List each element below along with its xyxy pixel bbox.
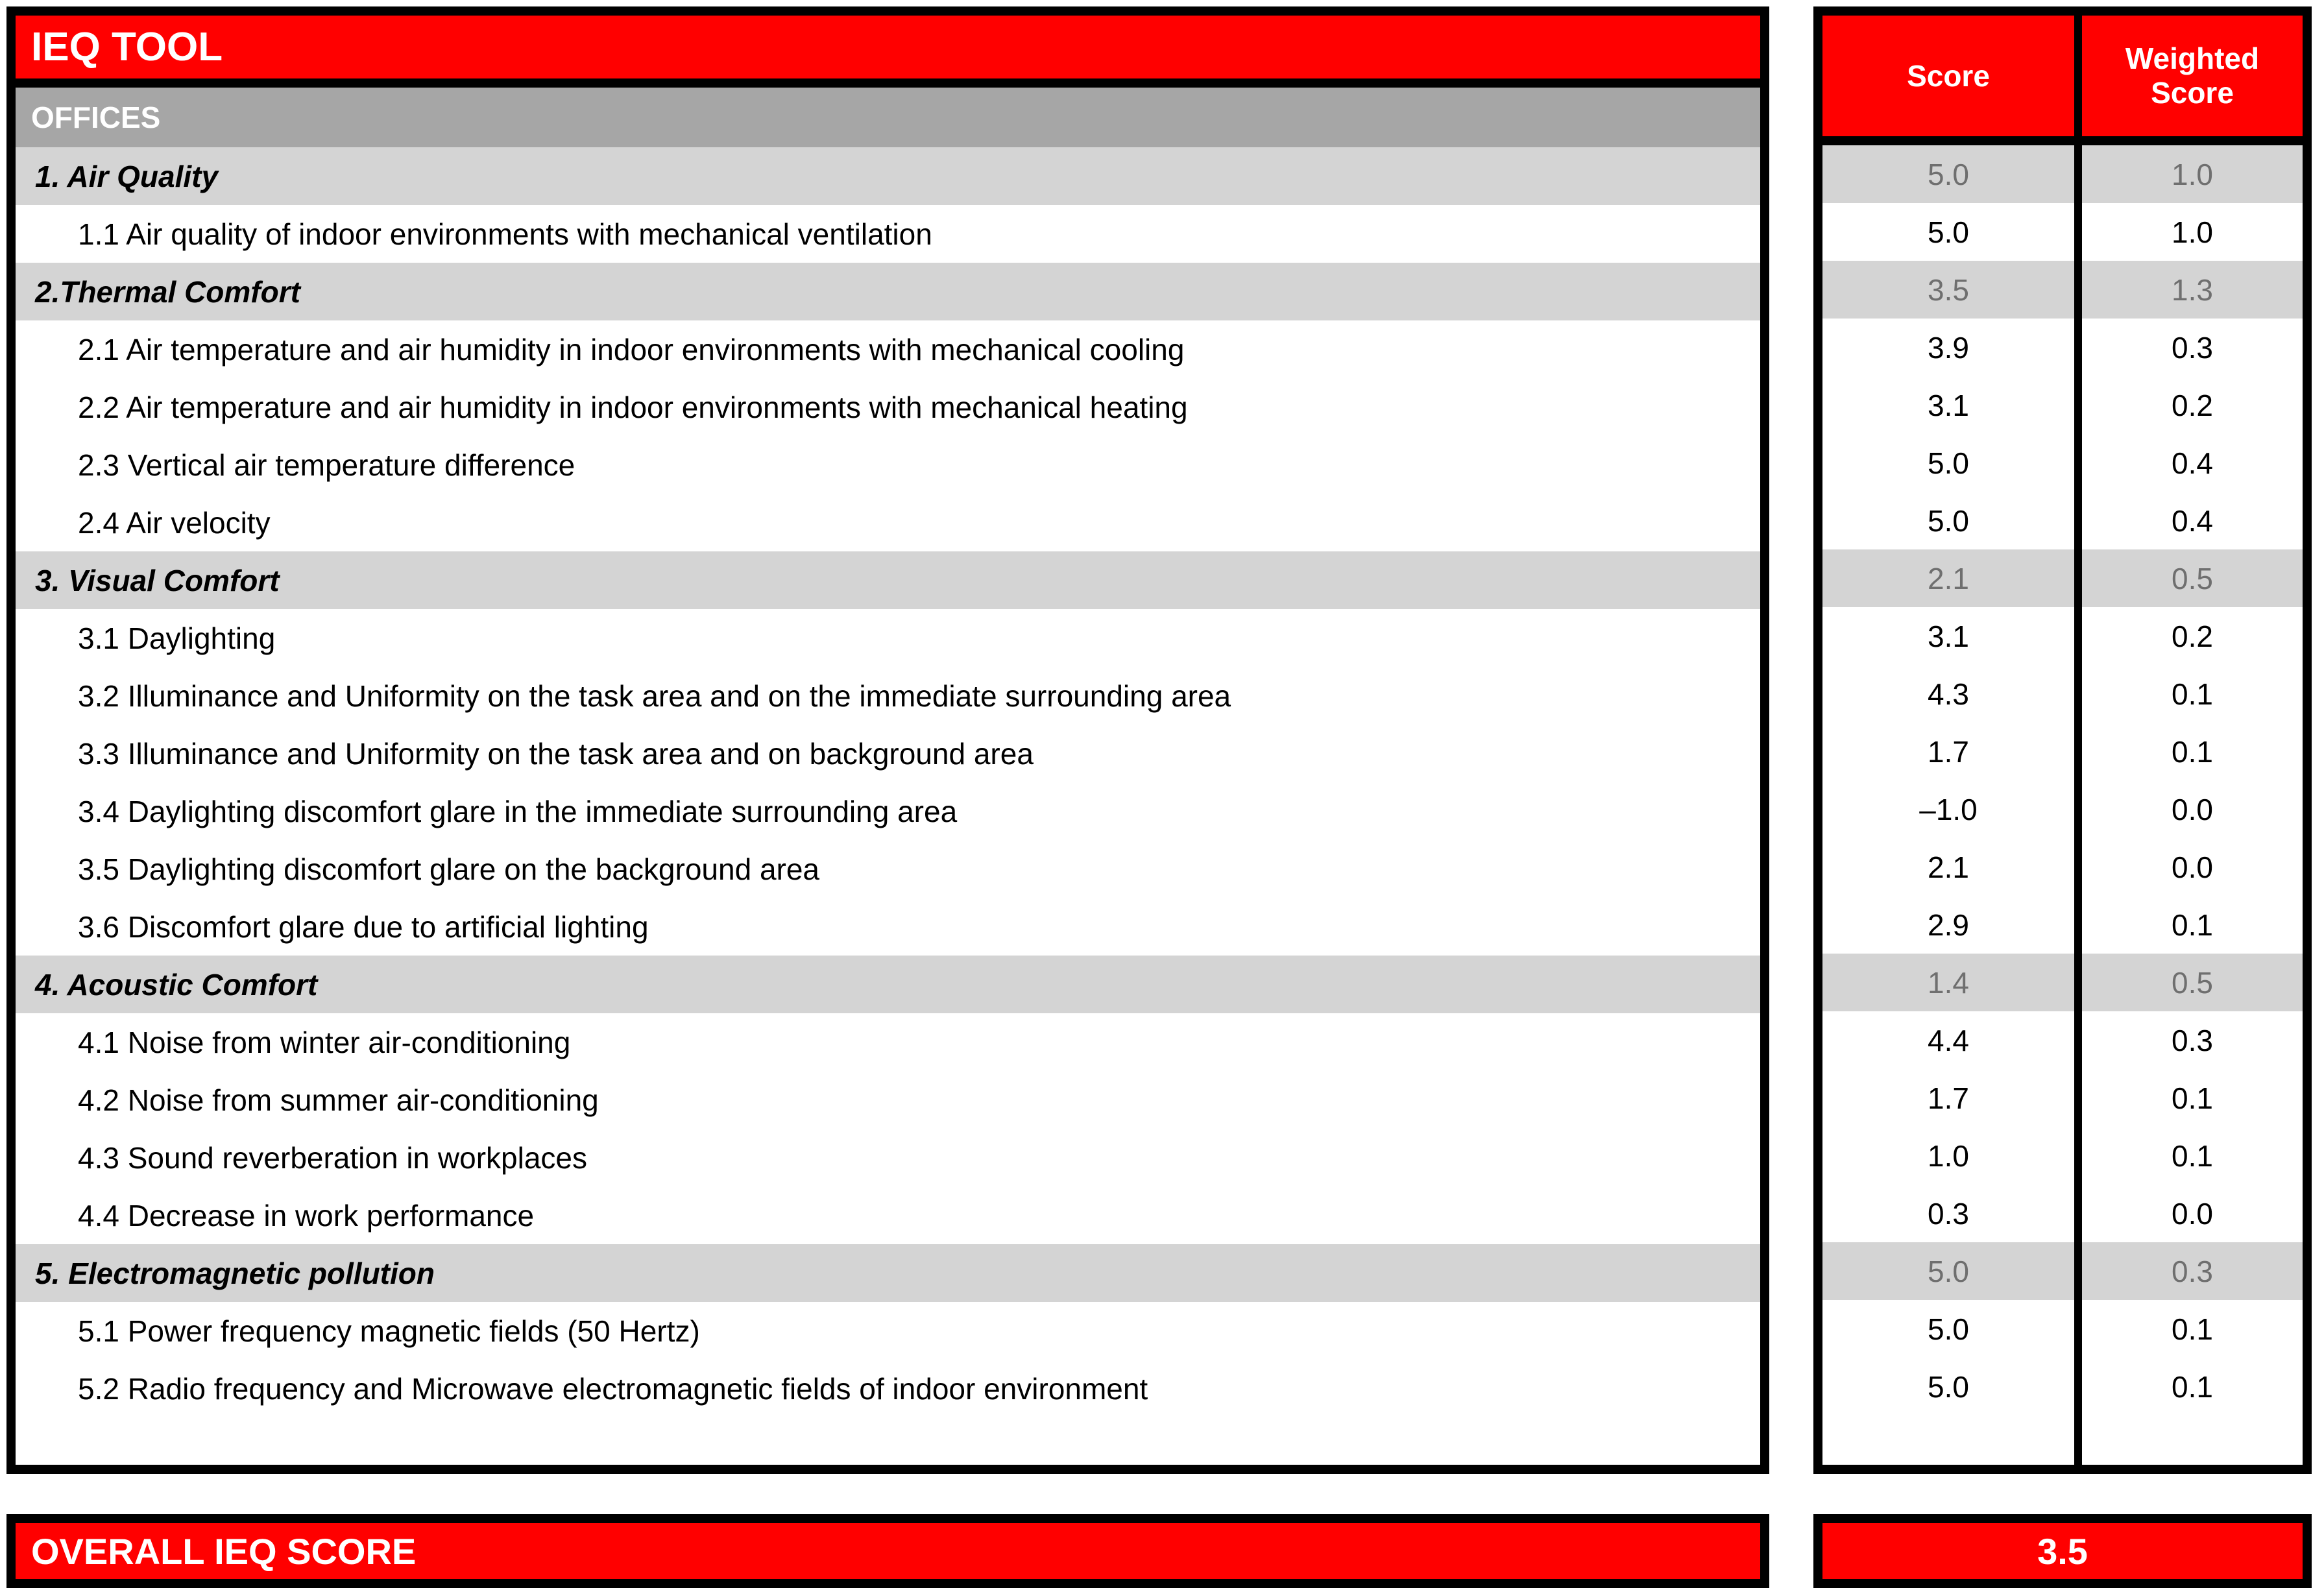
weighted-score-cell: 0.1: [2074, 1358, 2303, 1415]
score-row: [1822, 319, 2303, 376]
score-cell: 5.0: [1822, 492, 2074, 549]
weighted-score-cell: 0.4: [2074, 434, 2303, 492]
weighted-score-cell: 0.1: [2074, 1300, 2303, 1358]
score-row: [1822, 1242, 2303, 1300]
score-row: [1822, 607, 2303, 665]
row-label: 2.Thermal Comfort: [35, 274, 300, 309]
weighted-score-cell: 0.1: [2074, 896, 2303, 954]
weighted-score-cell: 0.5: [2074, 549, 2303, 607]
score-row: [1822, 261, 2303, 319]
weighted-score-cell: 0.0: [2074, 838, 2303, 896]
score-row: [1822, 896, 2303, 954]
score-cell: 2.9: [1822, 896, 2074, 954]
score-row: [1822, 665, 2303, 723]
score-row: [1822, 838, 2303, 896]
row-label: 4.4 Decrease in work performance: [78, 1198, 535, 1233]
item-row: [16, 1071, 1760, 1129]
offices-band: [16, 88, 1760, 147]
score-cell: 5.0: [1822, 203, 2074, 261]
score-row: [1822, 723, 2303, 780]
overall-ieq-score-label: OVERALL IEQ SCORE: [31, 1530, 417, 1572]
row-label: 4. Acoustic Comfort: [35, 967, 318, 1002]
item-row: [16, 1129, 1760, 1186]
weighted-score-cell: 0.0: [2074, 780, 2303, 838]
row-label: 5. Electromagnetic pollution: [35, 1256, 435, 1290]
score-cell: 5.0: [1822, 434, 2074, 492]
score-cell: 5.0: [1822, 1358, 2074, 1415]
row-label: 3.1 Daylighting: [78, 621, 276, 655]
score-cell: 5.0: [1822, 1242, 2074, 1300]
page-title: IEQ TOOL: [31, 25, 223, 69]
overall-ieq-score-value-box: [1813, 1514, 2312, 1588]
weighted-score-cell: 0.4: [2074, 492, 2303, 549]
row-label: 2.2 Air temperature and air humidity in indoor environments with mechanical heating: [78, 390, 1188, 424]
score-cell: 3.5: [1822, 261, 2074, 319]
score-cell: 5.0: [1822, 1300, 2074, 1358]
item-row: [16, 1186, 1760, 1244]
score-cell: 3.1: [1822, 376, 2074, 434]
weighted-score-cell: 0.1: [2074, 1127, 2303, 1185]
score-cell: 2.1: [1822, 838, 2074, 896]
score-cell: 5.0: [1822, 145, 2074, 203]
score-row: [1822, 376, 2303, 434]
score-cell: 4.4: [1822, 1011, 2074, 1069]
app-title-bar: [16, 16, 1760, 88]
offices-label: OFFICES: [31, 101, 161, 134]
filler-score-cell: [1822, 1415, 2074, 1465]
weighted-score-header-label: Weighted Score: [2125, 42, 2260, 110]
item-row: [16, 1013, 1760, 1071]
score-row: [1822, 434, 2303, 492]
item-row: [16, 782, 1760, 840]
item-row: [16, 840, 1760, 898]
weighted-score-cell: 0.1: [2074, 723, 2303, 780]
row-label: 5.1 Power frequency magnetic fields (50 Hertz): [78, 1314, 700, 1348]
score-table-filler: [1822, 1415, 2303, 1465]
category-row: [16, 956, 1760, 1013]
row-label: 3.6 Discomfort glare due to artificial lighting: [78, 909, 649, 944]
weighted-score-cell: 0.1: [2074, 1069, 2303, 1127]
score-header-label: Score: [1907, 58, 1990, 93]
weighted-score-cell: 0.0: [2074, 1185, 2303, 1242]
score-row: [1822, 549, 2303, 607]
row-label: 1.1 Air quality of indoor environments with mechanical ventilation: [78, 217, 932, 251]
row-label: 3. Visual Comfort: [35, 563, 280, 597]
item-row: [16, 898, 1760, 956]
weighted-score-cell: 0.3: [2074, 1242, 2303, 1300]
filler-weighted-cell: [2074, 1415, 2303, 1465]
row-label: 3.2 Illuminance and Uniformity on the task area and on the immediate surrounding area: [78, 679, 1231, 713]
item-row: [16, 436, 1760, 494]
score-row: [1822, 954, 2303, 1011]
score-row: [1822, 780, 2303, 838]
score-row: [1822, 492, 2303, 549]
score-row: [1822, 1069, 2303, 1127]
row-label: 4.3 Sound reverberation in workplaces: [78, 1140, 588, 1175]
score-cell: 0.3: [1822, 1185, 2074, 1242]
score-row: [1822, 1011, 2303, 1069]
score-cell: 3.9: [1822, 319, 2074, 376]
item-row: [16, 609, 1760, 667]
score-cell: 3.1: [1822, 607, 2074, 665]
category-row: [16, 147, 1760, 205]
category-row: [16, 551, 1760, 609]
item-row: [16, 205, 1760, 263]
score-row: [1822, 1127, 2303, 1185]
item-row: [16, 320, 1760, 378]
score-cell: 1.0: [1822, 1127, 2074, 1185]
score-row: [1822, 203, 2303, 261]
item-row: [16, 494, 1760, 551]
score-row: [1822, 1300, 2303, 1358]
ieq-main-table: [6, 6, 1769, 1474]
weighted-score-cell: 1.0: [2074, 145, 2303, 203]
criteria-rows: [16, 147, 1760, 1417]
overall-ieq-score-value: 3.5: [2037, 1530, 2088, 1572]
row-label: 3.3 Illuminance and Uniformity on the task area and on background area: [78, 736, 1034, 771]
score-cell: 4.3: [1822, 665, 2074, 723]
score-row: [1822, 145, 2303, 203]
overall-ieq-score-bar: [6, 1514, 1769, 1588]
left-table-filler: [16, 1417, 1760, 1465]
item-row: [16, 1302, 1760, 1360]
score-column-header: [1822, 16, 2074, 136]
score-table-header: [1822, 16, 2303, 145]
category-row: [16, 1244, 1760, 1302]
item-row: [16, 378, 1760, 436]
row-label: 2.4 Air velocity: [78, 505, 271, 540]
row-label: 2.3 Vertical air temperature difference: [78, 448, 575, 482]
score-cell: 1.7: [1822, 1069, 2074, 1127]
row-label: 5.2 Radio frequency and Microwave electromagnetic fields of indoor environment: [78, 1371, 1148, 1406]
weighted-score-cell: 0.2: [2074, 607, 2303, 665]
weighted-score-cell: 0.2: [2074, 376, 2303, 434]
row-label: 3.4 Daylighting discomfort glare in the immediate surrounding area: [78, 794, 958, 828]
score-row: [1822, 1185, 2303, 1242]
row-label: 4.2 Noise from summer air-conditioning: [78, 1083, 599, 1117]
row-label: 1. Air Quality: [35, 159, 219, 193]
weighted-score-cell: 1.3: [2074, 261, 2303, 319]
score-table: [1813, 6, 2312, 1474]
weighted-score-cell: 0.5: [2074, 954, 2303, 1011]
row-label: 4.1 Noise from winter air-conditioning: [78, 1025, 571, 1059]
weighted-score-cell: 0.3: [2074, 319, 2303, 376]
score-row: [1822, 1358, 2303, 1415]
weighted-score-cell: 1.0: [2074, 203, 2303, 261]
row-label: 2.1 Air temperature and air humidity in indoor environments with mechanical cooling: [78, 332, 1185, 367]
item-row: [16, 1360, 1760, 1417]
score-cell: 2.1: [1822, 549, 2074, 607]
weighted-score-cell: 0.3: [2074, 1011, 2303, 1069]
row-label: 3.5 Daylighting discomfort glare on the background area: [78, 852, 820, 886]
score-cell: 1.4: [1822, 954, 2074, 1011]
category-row: [16, 263, 1760, 320]
score-cell: 1.7: [1822, 723, 2074, 780]
weighted-score-cell: 0.1: [2074, 665, 2303, 723]
weighted-score-column-header: [2074, 16, 2303, 136]
item-row: [16, 725, 1760, 782]
score-rows: [1822, 145, 2303, 1415]
item-row: [16, 667, 1760, 725]
score-cell: –1.0: [1822, 780, 2074, 838]
